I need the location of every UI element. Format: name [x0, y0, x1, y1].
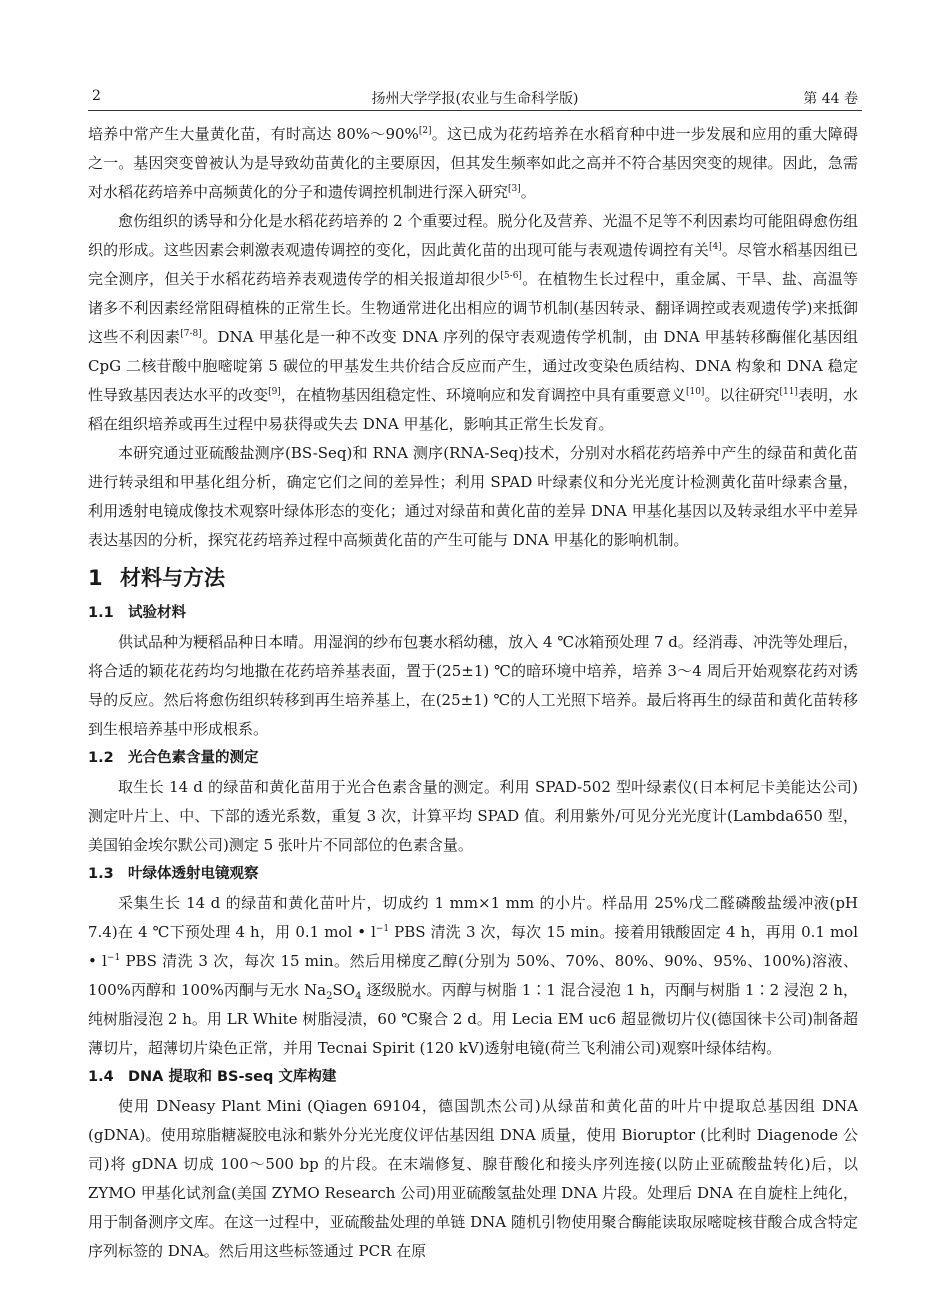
- page-number: 2: [92, 88, 101, 104]
- citation: [2]: [418, 126, 432, 136]
- section-number: 1: [88, 566, 103, 590]
- section-heading: [88, 561, 858, 595]
- citation: [3]: [508, 184, 521, 194]
- subsection-heading: 1.4 DNA 提取和 BS-seq 文库构建: [88, 1069, 337, 1085]
- subsection-paragraph: 采集生长 14 d 的绿苗和黄化苗叶片，切成约 1 mm×1 mm 的小片。样品用 25%戊二醛磷酸盐缓冲液(pH 7.4)在 4 ℃下预处理 4 h，用 0.1 mol • $l^{-1}$ PBS 清洗 3 次，每次 15 min。接着用锇酸固定 4 h，再用 0.1 mol • $l^{-1}$ PBS 清洗 3 次，每次 15 min。然后用梯度乙醇(分别为 50%、70%、80%、90%、95%、100%)溶液、100%丙醇和 100%丙酮与无水 $Na_2SO_4$ 逐级脱水。丙醇与树脂 1∶1 混合浸泡 1 h，丙酮与树脂 1∶2 浸泡 2 h，纯树脂浸泡 2 h。用 LR White 树脂浸渍，60 ℃聚合 2 d。用 Lecia EM uc6 超显微切片仪(德国徕卡公司)制备超薄切片，超薄切片染色正常，并用 Tecnai Spirit (120 kV)透射电镜(荷兰飞利浦公司)观察叶绿体结构。: [88, 894, 859, 1057]
- subsection-paragraph: 供试品种为粳稻品种日本晴。用湿润的纱布包裹水稻幼穗，放入 4 ℃冰箱预处理 7 d。经消毒、冲洗等处理后，将合适的颖花花药均匀地撒在花药培养基表面，置于(25±1) ℃的暗环境中培养，培养 3～4 周后开始观察花药对诱导的反应。然后将愈伤组织转移到再生培养基上，在(25±1) ℃的人工光照下培养。最后将再生的绿苗和黄化苗转移到生根培养基中形成根系。: [88, 633, 858, 738]
- subsection-heading: 1.2 光合色素含量的测定: [88, 750, 259, 766]
- section-title: 材料与方法: [120, 566, 225, 590]
- subsection-heading: 1.1 试验材料: [88, 605, 186, 621]
- running-header: [88, 86, 862, 111]
- citation: [7-8]: [180, 329, 202, 339]
- journal-title: 扬州大学学报(农业与生命科学版): [371, 91, 579, 107]
- article-body: [88, 120, 858, 1266]
- citation: [5-6]: [500, 271, 522, 281]
- intro-paragraph-2: 愈伤组织的诱导和分化是水稻花药培养的 2 个重要过程。脱分化及营养、光温不足等不利因素均可能阻碍愈伤组织的形成。这些因素会刺激表观遗传调控的变化，因此黄化苗的出现可能与表观遗传调控有关[4]。尽管水稻基因组已完全测序，但关于水稻花药培养表观遗传学的相关报道却很少[5-6]。在植物生长过程中，重金属、干旱、盐、高温等诸多不利因素经常阻碍植株的正常生长。生物通常进化出相应的调节机制(基因转录、翻译调控或表观遗传学)来抵御这些不利因素[7-8]。DNA 甲基化是一种不改变 DNA 序列的保守表观遗传学机制，由 DNA 甲基转移酶催化基因组 CpG 二核苷酸中胞嘧啶第 5 碳位的甲基发生共价结合反应而产生，通过改变染色质结构、DNA 构象和 DNA 稳定性导致基因表达水平的改变[9]，在植物基因组稳定性、环境响应和发育调控中具有重要意义[10]。以往研究[11]表明，水稻在组织培养或再生过程中易获得或失去 DNA 甲基化，影响其正常生长发育。: [88, 212, 858, 433]
- subsection-heading: 1.3 叶绿体透射电镜观察: [88, 866, 259, 882]
- intro-paragraph-1: 培养中常产生大量黄化苗，有时高达 80%～90%[2]。这已成为花药培养在水稻育种中进一步发展和应用的重大障碍之一。基因突变曾被认为是导致幼苗黄化的主要原因，但其发生频率如此之高并不符合基因突变的规律。因此，急需对水稻花药培养中高频黄化的分子和遗传调控机制进行深入研究[3]。: [88, 125, 858, 201]
- intro-paragraph-3: 本研究通过亚硫酸盐测序(BS-Seq)和 RNA 测序(RNA-Seq)技术，分别对水稻花药培养中产生的绿苗和黄化苗进行转录组和甲基化组分析，确定它们之间的差异性；利用 SPAD 叶绿素仪和分光光度计检测黄化苗叶绿素含量，利用透射电镜成像技术观察叶绿体形态的变化；通过对绿苗和黄化苗的差异 DNA 甲基化基因以及转录组水平中差异表达基因的分析，探究花药培养过程中高频黄化苗的产生可能与 DNA 甲基化的影响机制。: [88, 444, 858, 549]
- citation: [11]: [779, 387, 798, 397]
- citation: [10]: [685, 387, 705, 397]
- subsection-paragraph: 取生长 14 d 的绿苗和黄化苗用于光合色素含量的测定。利用 SPAD-502 型叶绿素仪(日本柯尼卡美能达公司)测定叶片上、中、下部的透光系数，重复 3 次，计算平均 SPAD 值。利用紫外/可见分光光度计(Lambda650 型，美国铂金埃尔默公司)测定 5 张叶片不同部位的色素含量。: [88, 778, 858, 854]
- volume-label: 第 44 卷: [803, 91, 858, 107]
- citation: [4]: [708, 242, 722, 252]
- subsection-paragraph: 使用 DNeasy Plant Mini (Qiagen 69104，德国凯杰公司)从绿苗和黄化苗的叶片中提取总基因组 DNA (gDNA)。使用琼脂糖凝胶电泳和紫外分光光度仪评估基因组 DNA 质量，使用 Bioruptor (比利时 Diagenode 公司)将 gDNA 切成 100～500 bp 的片段。在末端修复、腺苷酸化和接头序列连接(以防止亚硫酸盐转化)后，以 ZYMO 甲基化试剂盒(美国 ZYMO Research 公司)用亚硫酸氢盐处理 DNA 片段。处理后 DNA 在自旋柱上纯化，用于制备测序文库。在这一过程中，亚硫酸盐处理的单链 DNA 随机引物使用聚合酶能读取尿嘧啶核苷酸合成含特定序列标签的 DNA。然后用这些标签通过 PCR 在原: [88, 1097, 858, 1260]
- citation: [9]: [268, 387, 281, 397]
